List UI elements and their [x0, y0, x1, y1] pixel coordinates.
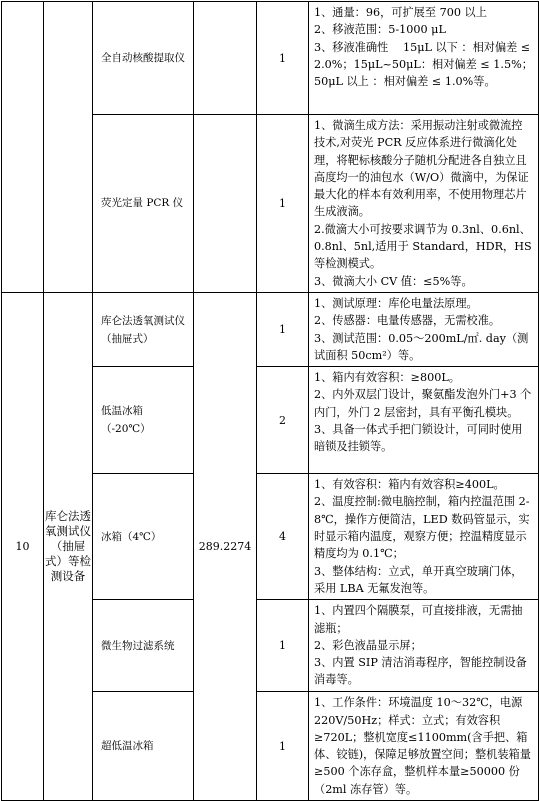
item-name: 微生物过滤系统 — [93, 600, 194, 692]
spec-line: 1、内置四个隔膜泵，可直接排液，无需抽滤瓶； — [314, 604, 523, 635]
item-name: 荧光定量 PCR 仪 — [93, 115, 194, 293]
spec-line: 1、工作条件：环境温度 10～32℃，电源 220V/50Hz；样式：立式；有效容积≥720L；整机宽度≤1100mm(含手把、箱体、铰链)，保障足够放置空间；整机装箱量≥500 个冻存盒，整机样本量≥50000 份（2ml 冻存管）等。 — [314, 696, 531, 796]
item-quantity: 1 — [257, 692, 309, 801]
item-quantity: 1 — [257, 292, 309, 366]
spec-line: 3、移液准确性 15μL 以下 ：相对偏差 ≤ 2.0%；15μL~50μL：相对偏差 ≤ 1.5%；50μL 以上 ：相对偏差 ≤ 1.0%等。 — [314, 40, 533, 89]
item-name: 库仑法透氧测试仪（抽屉式） — [93, 292, 194, 366]
spec-line: 3、测试范围：0.05～200mL/㎡. day（测试面积 50cm²）等。 — [314, 331, 529, 362]
spec-line: 3、微滴大小 CV 值：≤5%等。 — [314, 274, 473, 288]
spec-line: 2、内外双层门设计，聚氨酯发泡外门+3 个内门，外门 2 层密封，具有平衡孔模块。 — [314, 388, 532, 419]
item-name: 超低温冰箱 — [93, 692, 194, 801]
spec-line: 2、传感器：电量传感器，无需校准。 — [314, 314, 501, 328]
item-specs — [309, 115, 539, 293]
item-name: 低温冰箱（-20℃） — [93, 367, 194, 474]
row-index: 10 — [2, 292, 44, 800]
item-specs — [309, 692, 539, 801]
item-specs — [309, 367, 539, 474]
table-row — [2, 2, 539, 115]
spec-line: 3、内置 SIP 清洁消毒程序，智能控制设备消毒等。 — [314, 656, 527, 687]
item-specs — [309, 600, 539, 692]
group-price: 289.2274 — [194, 292, 257, 800]
spec-line: 1、微滴生成方法：采用振动注射或微流控技术,对荧光 PCR 反应体系进行微滴化处理，将靶标核酸分子随机分配进各自独立且高度均一的油包水（W/O）微滴中，为保证最大化的样本有效利用率，不使用物理芯片生成液滴。 — [314, 119, 529, 219]
spec-line: 2、温度控制:微电脑控制，箱内控温范围 2-8℃，操作方便简洁，LED 数码管显示，实时显示箱内温度，观察方便；控温精度显示精度均为 0.1℃； — [314, 495, 530, 561]
item-specs — [309, 474, 539, 600]
spec-line: 2.微滴大小可按要求调节为 0.3nl、0.6nl、0.8nl、5nl,适用于 Standard，HDR，HS 等检测模式。 — [314, 222, 532, 271]
item-name: 冰箱（4℃） — [93, 474, 194, 600]
spec-line: 2、彩色液晶显示屏； — [314, 638, 422, 652]
spec-line: 3、具备一体式手把门锁设计，可同时使用暗锁及挂锁等。 — [314, 423, 523, 454]
item-quantity: 1 — [257, 600, 309, 692]
table-row — [2, 292, 539, 366]
spec-line: 3、整体结构：立式，单开真空玻璃门体，采用 LBA 无氟发泡等。 — [314, 564, 523, 595]
group-name: 库仑法透氧测试仪（抽屉式）等检测设备 — [44, 292, 93, 800]
item-name: 全自动核酸提取仪 — [93, 2, 194, 115]
spec-line: 1、有效容积：箱内有效容积≥400L。 — [314, 478, 505, 492]
spec-line: 2、移液范围：5-1000 μL — [314, 23, 446, 37]
equipment-spec-table — [1, 1, 539, 801]
item-specs — [309, 2, 539, 115]
item-quantity: 4 — [257, 474, 309, 600]
spec-line: 1、箱内有效容积：≥800L。 — [314, 371, 460, 385]
item-quantity: 1 — [257, 115, 309, 293]
item-quantity: 1 — [257, 2, 309, 115]
spec-line: 1、通量：96，可扩展至 700 以上 — [314, 6, 487, 19]
item-quantity: 2 — [257, 367, 309, 474]
spec-line: 1、测试原理：库伦电量法原理。 — [314, 296, 478, 310]
item-specs — [309, 292, 539, 366]
